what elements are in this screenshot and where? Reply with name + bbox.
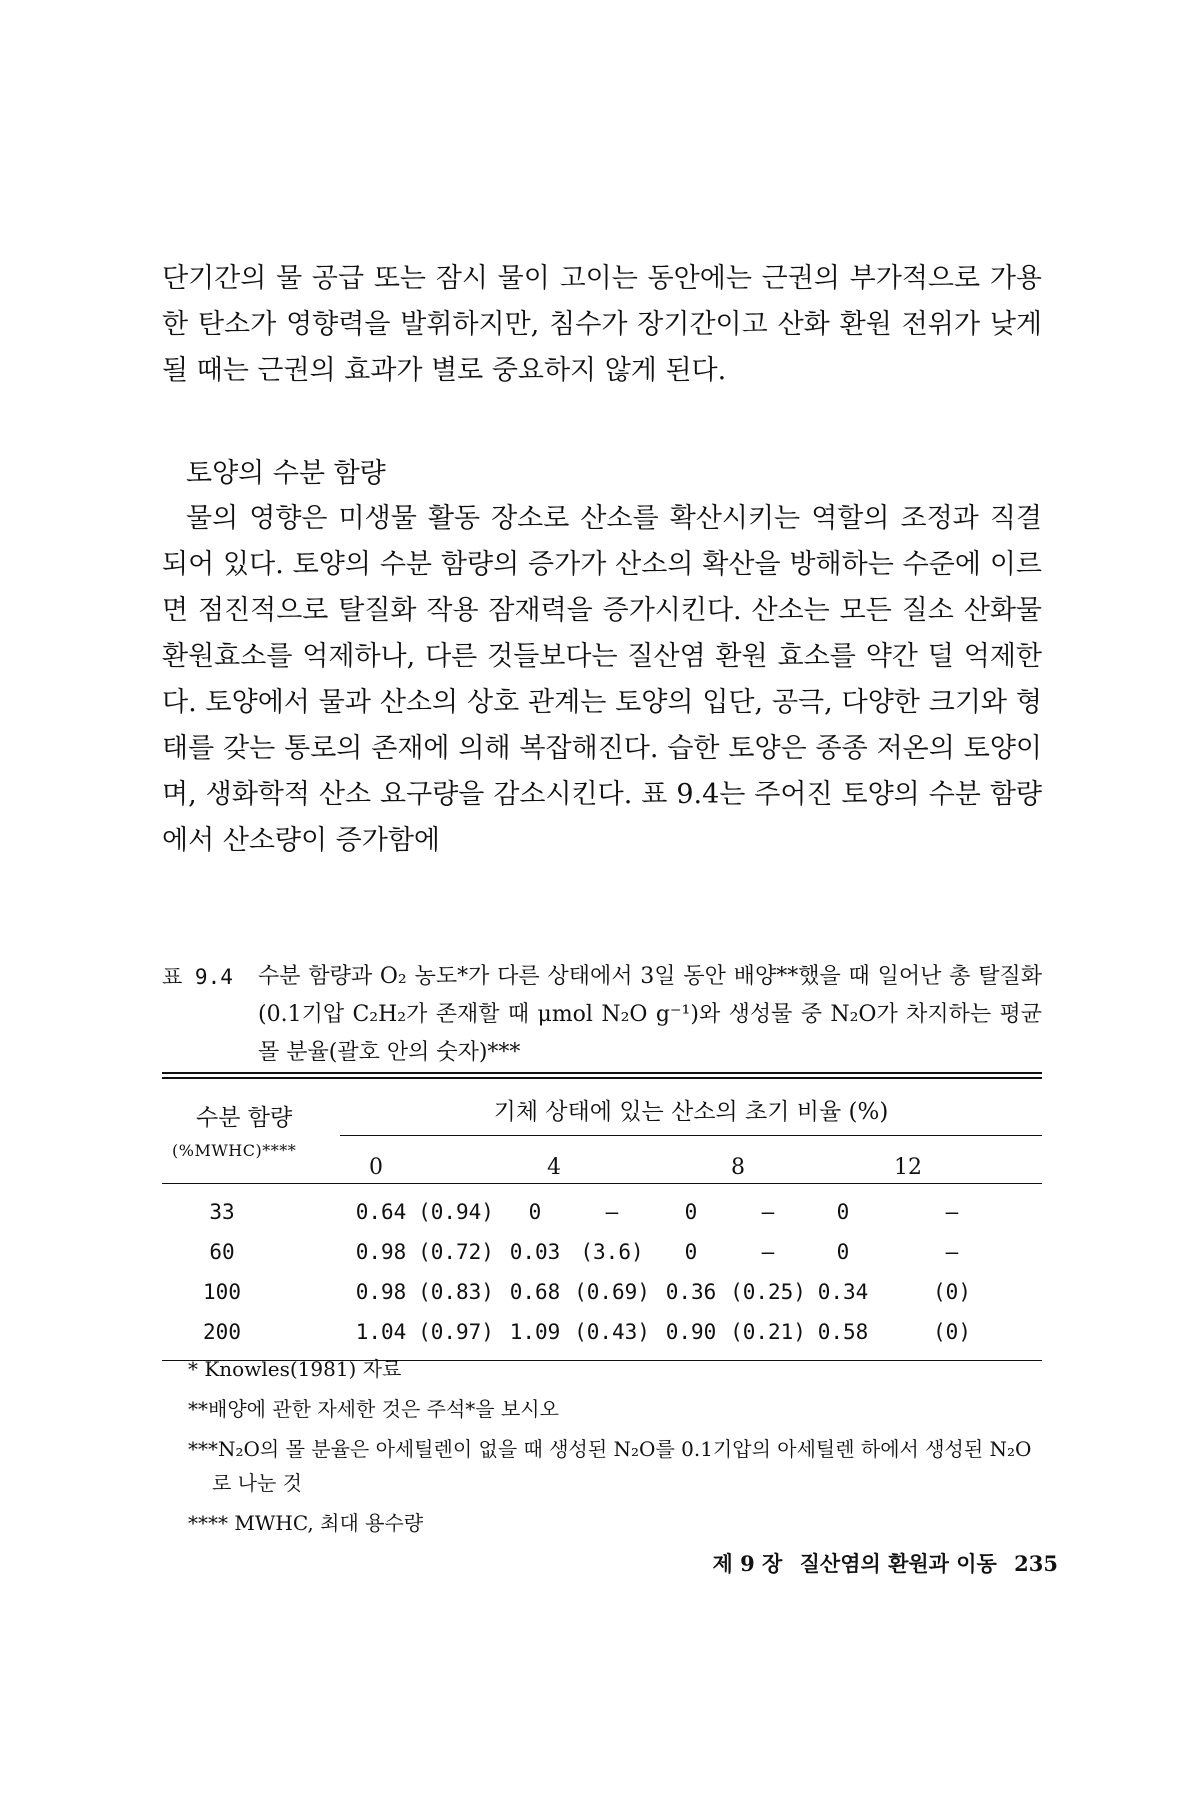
table-cell: — <box>945 1200 959 1224</box>
table-cell: — <box>945 1240 959 1264</box>
table-cell: (0.43) <box>574 1320 650 1344</box>
table-body <box>162 1184 1042 1360</box>
group-header-rule <box>340 1135 1042 1136</box>
table-cell: 0.64 <box>355 1200 407 1224</box>
o2-level-header: 0 <box>369 1155 383 1180</box>
section-heading: 토양의 수분 함량 <box>186 458 386 489</box>
table-cell: 0.03 <box>509 1240 561 1264</box>
mwhc-cell: 200 <box>203 1320 241 1344</box>
table-header <box>162 1079 1042 1183</box>
table-caption-text: 수분 함량과 O₂ 농도*가 다른 상태에서 3일 동안 배양**했을 때 일어난 총 탈질화(0.1기압 C₂H₂가 존재할 때 μmol N₂O g⁻¹)와 생성물 중 N₂O가 차지하는 평균 몰 분율(괄호 안의 숫자)*** <box>258 964 1042 1065</box>
body-paragraph-2: 물의 영향은 미생물 활동 장소로 산소를 확산시키는 역할의 조정과 직결되어 있다. 토양의 수분 함량의 증가가 산소의 확산을 방해하는 수준에 이르면 점진적으로 탈질화 작용 잠재력을 증가시킨다. 산소는 모든 질소 산화물 환원효소를 억제하나, 다른 것들보다는 질산염 환원 효소를 약간 덜 억제한다. 토양에서 물과 산소의 상호 관계는 토양의 입단, 공극, 다양한 크기와 형태를 갖는 통로의 존재에 의해 복잡해진다. 습한 토양은 종종 저온의 토양이며, 생화학적 산소 요구량을 감소시킨다. 표 9.4는 주어진 토양의 수분 함량에서 산소량이 증가함에 <box>162 503 1042 856</box>
table-cell: (0.21) <box>730 1320 806 1344</box>
table-cell: 0.34 <box>817 1280 869 1304</box>
mwhc-cell: 100 <box>203 1280 241 1304</box>
table-cell: — <box>605 1200 619 1224</box>
table-caption <box>162 958 1042 1072</box>
page-number: 235 <box>1014 1551 1058 1576</box>
table-cell: — <box>761 1240 775 1264</box>
table-cell: (0) <box>933 1280 971 1304</box>
table-cell: (0.83) <box>418 1280 494 1304</box>
footnote: * Knowles(1981) 자료 <box>188 1357 402 1381</box>
mwhc-cell: 60 <box>209 1240 235 1264</box>
data-table <box>162 1072 1042 1361</box>
table-cell: 0.58 <box>817 1320 869 1344</box>
table-cell: (0) <box>933 1320 971 1344</box>
table-cell: 0.98 <box>355 1240 407 1264</box>
footer-title: 질산염의 환원과 이동 <box>799 1551 997 1576</box>
table-cell: (3.6) <box>580 1240 644 1264</box>
table-cell: 0.36 <box>665 1280 717 1304</box>
table-cell: 1.04 <box>355 1320 407 1344</box>
table-cell: (0.72) <box>418 1240 494 1264</box>
table-row <box>162 1274 1042 1314</box>
table-top-rule <box>162 1072 1042 1079</box>
footer-chapter: 제 9 장 <box>712 1551 783 1576</box>
table-cell: 0 <box>836 1200 850 1224</box>
table-cell: 1.09 <box>509 1320 561 1344</box>
table-cell: 0.98 <box>355 1280 407 1304</box>
o2-level-header: 4 <box>547 1155 561 1180</box>
body-paragraph-1: 단기간의 물 공급 또는 잠시 물이 고이는 동안에는 근권의 부가적으로 가용한 탄소가 영향력을 발휘하지만, 침수가 장기간이고 산화 환원 전위가 낮게 될 때는 근권의 효과가 별로 중요하지 않게 된다. <box>162 263 1042 386</box>
table-footnotes <box>188 1352 1048 1546</box>
table-cell: (0.97) <box>418 1320 494 1344</box>
moisture-column-unit: (%MWHC)**** <box>172 1141 297 1160</box>
o2-level-header: 12 <box>894 1155 922 1180</box>
table-cell: 0.90 <box>665 1320 717 1344</box>
footnote: ***N₂O의 몰 분율은 아세틸렌이 없을 때 생성된 N₂O를 0.1기압의 아세틸렌 하에서 생성된 N₂O로 나눈 것 <box>188 1437 1032 1495</box>
table-cell: 0 <box>836 1240 850 1264</box>
table-cell: (0.94) <box>418 1200 494 1224</box>
mwhc-cell: 33 <box>209 1200 235 1224</box>
table-cell: 0 <box>684 1240 698 1264</box>
moisture-column-header: 수분 함량 <box>196 1105 293 1131</box>
table-cell: (0.69) <box>574 1280 650 1304</box>
oxygen-group-header: 기체 상태에 있는 산소의 초기 비율 (%) <box>493 1099 889 1125</box>
table-row <box>162 1314 1042 1354</box>
table-cell: (0.25) <box>730 1280 806 1304</box>
table-cell: 0 <box>684 1200 698 1224</box>
footnote: **** MWHC, 최대 용수량 <box>188 1511 424 1535</box>
table-cell: — <box>761 1200 775 1224</box>
footnote: **배양에 관한 자세한 것은 주석*을 보시오 <box>188 1397 559 1421</box>
page-footer <box>703 1548 1058 1578</box>
table-cell: 0 <box>528 1200 542 1224</box>
table-cell: 0.68 <box>509 1280 561 1304</box>
o2-level-header: 8 <box>731 1155 745 1180</box>
table-row <box>162 1234 1042 1274</box>
table-label: 표 9.4 <box>162 965 233 989</box>
table-row <box>162 1194 1042 1234</box>
